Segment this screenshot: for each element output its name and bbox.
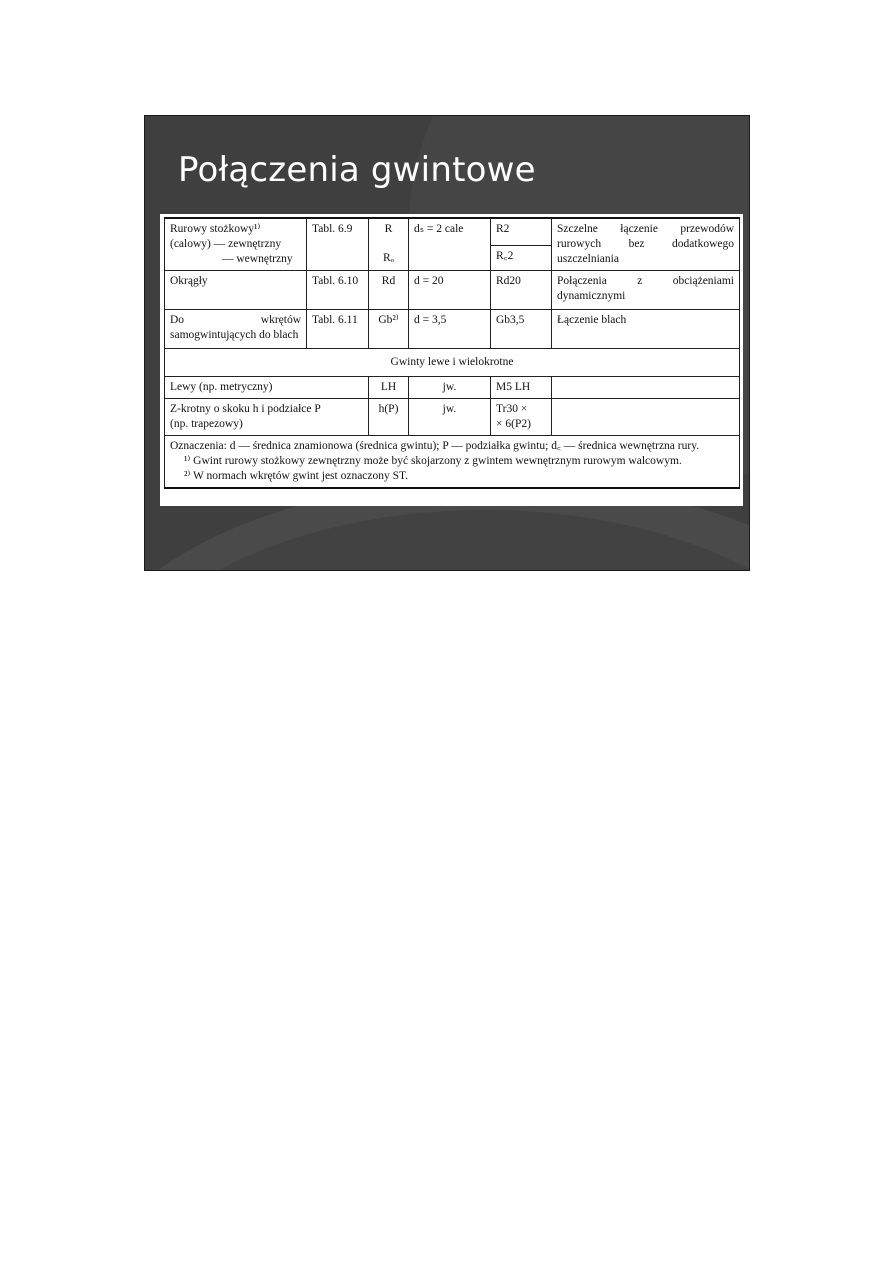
thread-name-cell: Lewy (np. metryczny) [165,377,369,399]
designation-cell [491,399,552,436]
footnote-1: ¹⁾ Gwint rurowy stożkowy zewnętrzny może być skojarzony z gwintem wewnętrznym rurowym walcowym. [184,455,682,467]
notes-cell [165,436,740,489]
thread-name-cell [165,218,307,271]
example-cell: d = 20 [409,271,491,310]
application-cell: Szczelne łączenie przewodów rurowych bez dodatkowego uszczelniania [552,218,740,271]
table-row [165,349,740,377]
symbol-bottom: Rₒ [383,252,394,264]
application-cell: Połączenia z obciążeniami dynamicznymi [552,271,740,310]
table-row [165,436,740,489]
symbol-cell: LH [369,377,409,399]
section-header: Gwinty lewe i wielokrotne [165,349,740,377]
designation-line: × 6(P2) [496,418,531,430]
example-cell: jw. [409,377,491,399]
thread-name-variant: — wewnętrzny [222,253,293,265]
designation-cell: Rd20 [491,271,552,310]
designation-cell: R2 [491,218,552,246]
designation-cell: M5 LH [491,377,552,399]
thread-name: Rurowy stożkowy¹⁾ [170,223,261,235]
notes-main: Oznaczenia: d — średnica znamionowa (średnica gwintu); P — podziałka gwintu; d꜀ — średnica wewnętrzna rury. [170,440,700,452]
symbol-top: R [384,223,393,235]
slide [144,115,750,571]
thread-table [164,217,740,489]
example-cell: jw. [409,399,491,436]
thread-table-image [160,214,743,506]
table-ref-cell: Tabl. 6.9 [307,218,369,271]
table-row [165,218,740,246]
slide-title: Połączenia gwintowe [178,150,536,190]
application-cell [552,399,740,436]
symbol-cell: Gb²⁾ [369,310,409,349]
table-ref-cell: Tabl. 6.10 [307,271,369,310]
footnote-2: ²⁾ W normach wkrętów gwint jest oznaczony ST. [184,470,409,482]
table-row [165,399,740,436]
table-row [165,271,740,310]
thread-name-cell: Okrągły [165,271,307,310]
thread-name-cell: Do wkrętów samogwintujących do blach [165,310,307,349]
example-cell: dₛ = 2 cale [409,218,491,271]
thread-name-variant: (calowy) — zewnętrzny [170,238,282,250]
designation-cell: Gb3,5 [491,310,552,349]
table-row [165,377,740,399]
application-cell: Łączenie blach [552,310,740,349]
example-cell: d = 3,5 [409,310,491,349]
symbol-cell: h(P) [369,399,409,436]
thread-name-variant: (np. trapezowy) [170,418,243,430]
table-row [165,310,740,349]
thread-name: Z-krotny o skoku h i podziałce P [170,403,321,415]
designation-cell: R꜀2 [491,246,552,271]
designation-line: Tr30 × [496,403,528,415]
table-ref-cell: Tabl. 6.11 [307,310,369,349]
symbol-cell [369,218,409,271]
symbol-cell: Rd [369,271,409,310]
thread-name-cell [165,399,369,436]
application-cell [552,377,740,399]
